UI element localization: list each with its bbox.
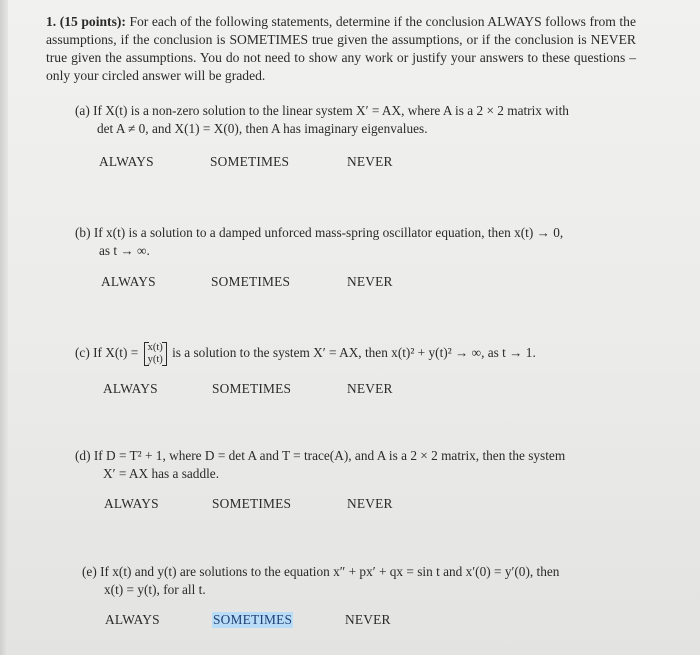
choice-never[interactable]: NEVER [347,154,393,169]
choice-always[interactable]: ALWAYS [99,154,154,169]
choice-always[interactable]: ALWAYS [105,612,160,627]
question-text-line2: det A ≠ 0, and X(1) = X(0), then A has imaginary eigenvalues. [97,121,428,136]
question-b [75,224,635,260]
vector-top: x(t) [147,342,163,353]
question-text-line2: X′ = AX has a saddle. [103,466,220,481]
problem-points: (15 points): [59,14,126,29]
choice-sometimes-selected[interactable]: SOMETIMES [213,612,293,627]
choice-never[interactable]: NEVER [347,496,393,511]
question-label: (e) [82,564,97,579]
question-text-pre: If X(t) = [93,345,139,361]
question-label: (b) [75,225,91,240]
question-d [75,447,645,483]
question-label: (d) [75,448,91,463]
question-label: (a) [75,103,90,118]
choice-sometimes[interactable]: SOMETIMES [210,154,290,169]
choice-always[interactable]: ALWAYS [104,496,159,511]
question-e [82,563,642,599]
column-vector [144,342,167,366]
question-text-line2: x(t) = y(t), for all t. [104,582,206,597]
question-text-line1: If x(t) and y(t) are solutions to the equation x″ + px′ + qx = sin t and x′(0) = y′(0), then [100,564,560,579]
problem-number: 1. [46,14,57,29]
choice-never[interactable]: NEVER [345,612,391,627]
question-text-line1: If X(t) is a non-zero solution to the linear system X′ = AX, where A is a 2 × 2 matrix with [93,103,569,118]
choice-always[interactable]: ALWAYS [103,381,158,396]
question-label: (c) [75,345,90,361]
page-edge-shadow [0,0,8,655]
problem-instructions: For each of the following statements, determine if the conclusion ALWAYS follows from the assumptions, if the conclusion is SOMETIMES true given the assumptions, or if the conclusion is NEVER true given the assumptions. You do not need to show any work or justify your answers to these questions – only your circled answer will be graded. [46,14,636,83]
question-c [75,342,675,366]
question-a [75,102,635,138]
choice-sometimes[interactable]: SOMETIMES [212,381,292,396]
question-text-line1: If D = T² + 1, where D = det A and T = trace(A), and A is a 2 × 2 matrix, then the system [93,448,566,463]
choice-sometimes[interactable]: SOMETIMES [211,274,291,289]
problem-intro [46,13,636,85]
question-text-line2: as t → ∞. [99,243,150,258]
choice-always[interactable]: ALWAYS [101,274,156,289]
vector-bottom: y(t) [147,354,163,365]
choice-never[interactable]: NEVER [347,274,393,289]
choice-sometimes[interactable]: SOMETIMES [212,496,292,511]
question-text-line1: If x(t) is a solution to a damped unforced mass-spring oscillator equation, then x(t) → 0, [93,225,564,240]
choice-never[interactable]: NEVER [347,381,393,396]
question-text-post: is a solution to the system X′ = AX, then x(t)² + y(t)² → ∞, as t → 1. [172,345,536,361]
